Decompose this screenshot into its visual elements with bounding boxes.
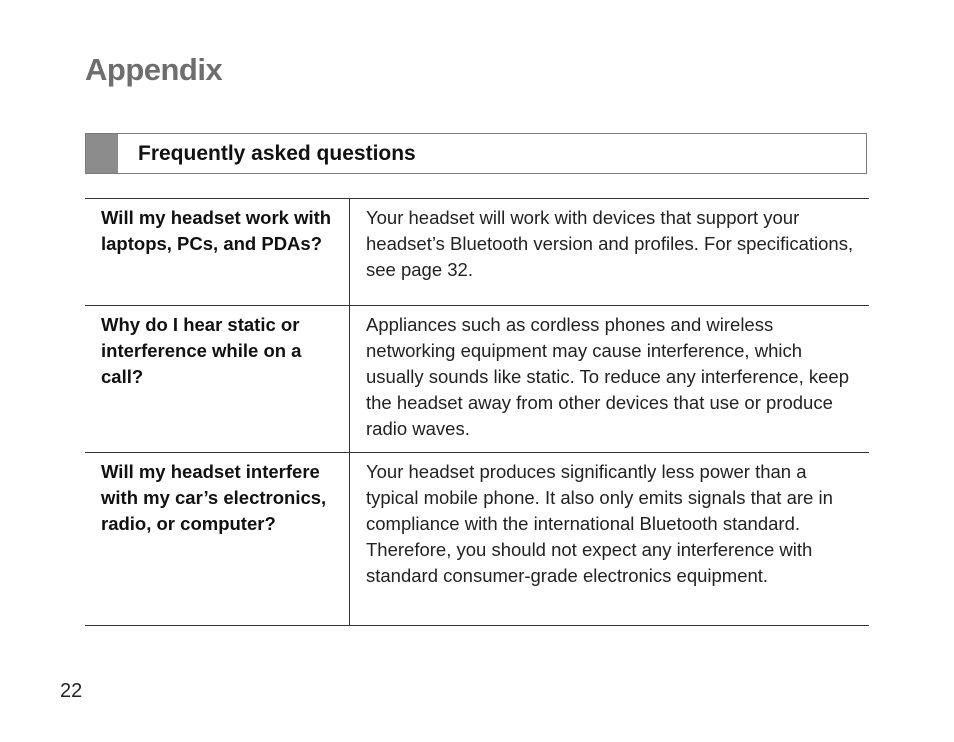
- faq-row: [85, 199, 869, 306]
- page-number: 22: [60, 680, 83, 702]
- page-title: Appendix: [85, 52, 223, 87]
- section-marker: [86, 134, 118, 173]
- faq-row: [85, 306, 869, 453]
- section-header: [85, 133, 867, 174]
- faq-question: Will my headset work with laptops, PCs, and PDAs?: [85, 199, 350, 306]
- faq-answer: Your headset produces significantly less power than a typical mobile phone. It also only emits signals that are in compliance with the international Bluetooth standard. Therefore, you should not expect any interference with standard consumer-grade electronics equipment.: [366, 461, 833, 586]
- faq-answer-text: Your headset will work with devices that support your headset’s Bluetooth version and profiles. For specifications, see page 32.: [366, 207, 854, 280]
- faq-row: [85, 453, 869, 626]
- faq-table: [85, 198, 869, 626]
- faq-question: Why do I hear static or interference while on a call?: [85, 306, 350, 453]
- faq-answer: [350, 199, 870, 306]
- faq-question: Will my headset interfere with my car’s electronics, radio, or computer?: [85, 453, 350, 626]
- section-title: Frequently asked questions: [138, 142, 416, 165]
- faq-answer: Appliances such as cordless phones and wireless networking equipment may cause interference, which usually sounds like static. To reduce any interference, keep the headset away from other devices that use or produce radio waves.: [366, 314, 849, 439]
